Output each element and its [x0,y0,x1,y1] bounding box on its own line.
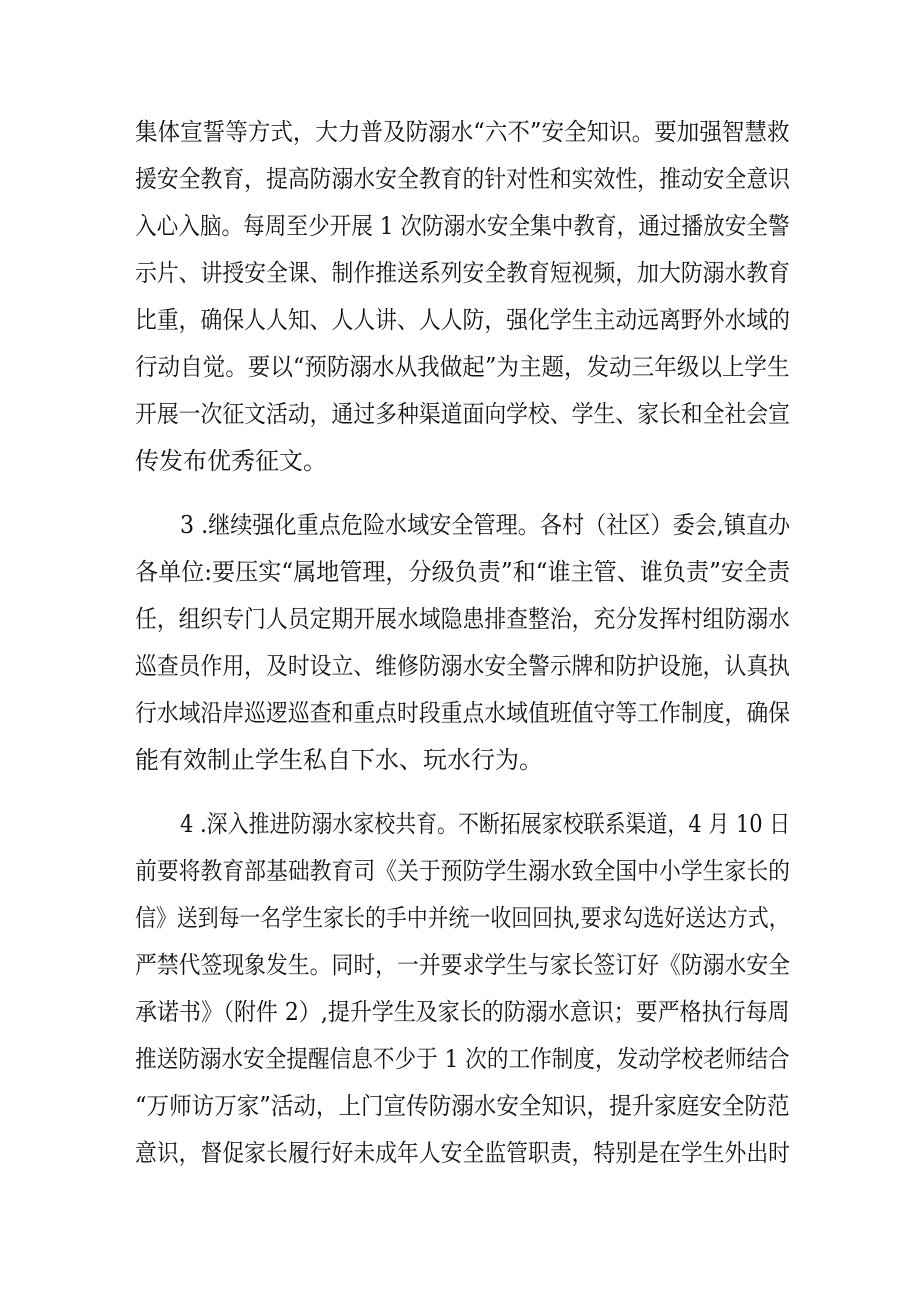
text-line: 能有效制止学生私自下水、玩水行为。 [135,746,543,774]
text-line: 巡查员作用，及时设立、维修防溺水安全警示牌和防护设施，认真执 [135,652,790,680]
text-line: 行水域沿岸巡逻巡查和重点时段重点水域值班值守等工作制度，确保 [135,699,790,727]
text-line: 严禁代签现象发生。同时，一并要求学生与家长签订好《防溺水安全 [135,951,790,979]
text-line: 推送防溺水安全提醒信息不少于 1 次的工作制度，发动学校老师结合 [135,1045,790,1073]
text-line: 任，组织专门人员定期开展水域隐患排查整治，充分发挥村组防溺水 [135,605,790,633]
text-line: 集体宣誓等方式，大力普及防溺水“六不”安全知识。要加强智慧救 [135,118,790,146]
text-line: 传发布优秀征文。 [135,447,327,475]
text-line: 开展一次征文活动，通过多种渠道面向学校、学生、家长和全社会宣 [135,400,790,428]
text-line: 示片、讲授安全课、制作推送系列安全教育短视频，加大防溺水教育 [135,259,790,287]
text-line: 各单位:要压实“属地管理，分级负责”和“谁主管、谁负责”安全责 [135,558,791,586]
text-line: 比重，确保人人知、人人讲、人人防，强化学生主动远离野外水域的 [135,306,790,334]
text-line: 前要将教育部基础教育司《关于预防学生溺水致全国中小学生家长的 [135,857,790,885]
text-line: 入心入脑。每周至少开展 1 次防溺水安全集中教育，通过播放安全警 [135,212,790,240]
text-line: 行动自觉。要以“预防溺水从我做起”为主题，发动三年级以上学生 [135,353,790,381]
section-heading-line: 3 .继续强化重点危险水域安全管理。各村（社区）委会,镇直办 [180,511,791,539]
text-line: 意识，督促家长履行好未成年人安全监管职责，特别是在学生外出时 [135,1139,790,1167]
text-line: 承诺书》（附件 2）,提升学生及家长的防溺水意识；要严格执行每周 [135,998,790,1026]
text-line: “万师访万家”活动，上门宣传防溺水安全知识，提升家庭安全防范 [135,1092,790,1120]
section-heading-line: 4 .深入推进防溺水家校共育。不断拓展家校联系渠道，4 月 10 日 [180,810,791,838]
text-line: 信》送到每一名学生家长的手中并统一收回回执,要求勾选好送达方式， [135,904,790,932]
text-line: 援安全教育，提高防溺水安全教育的针对性和实效性，推动安全意识 [135,165,790,193]
